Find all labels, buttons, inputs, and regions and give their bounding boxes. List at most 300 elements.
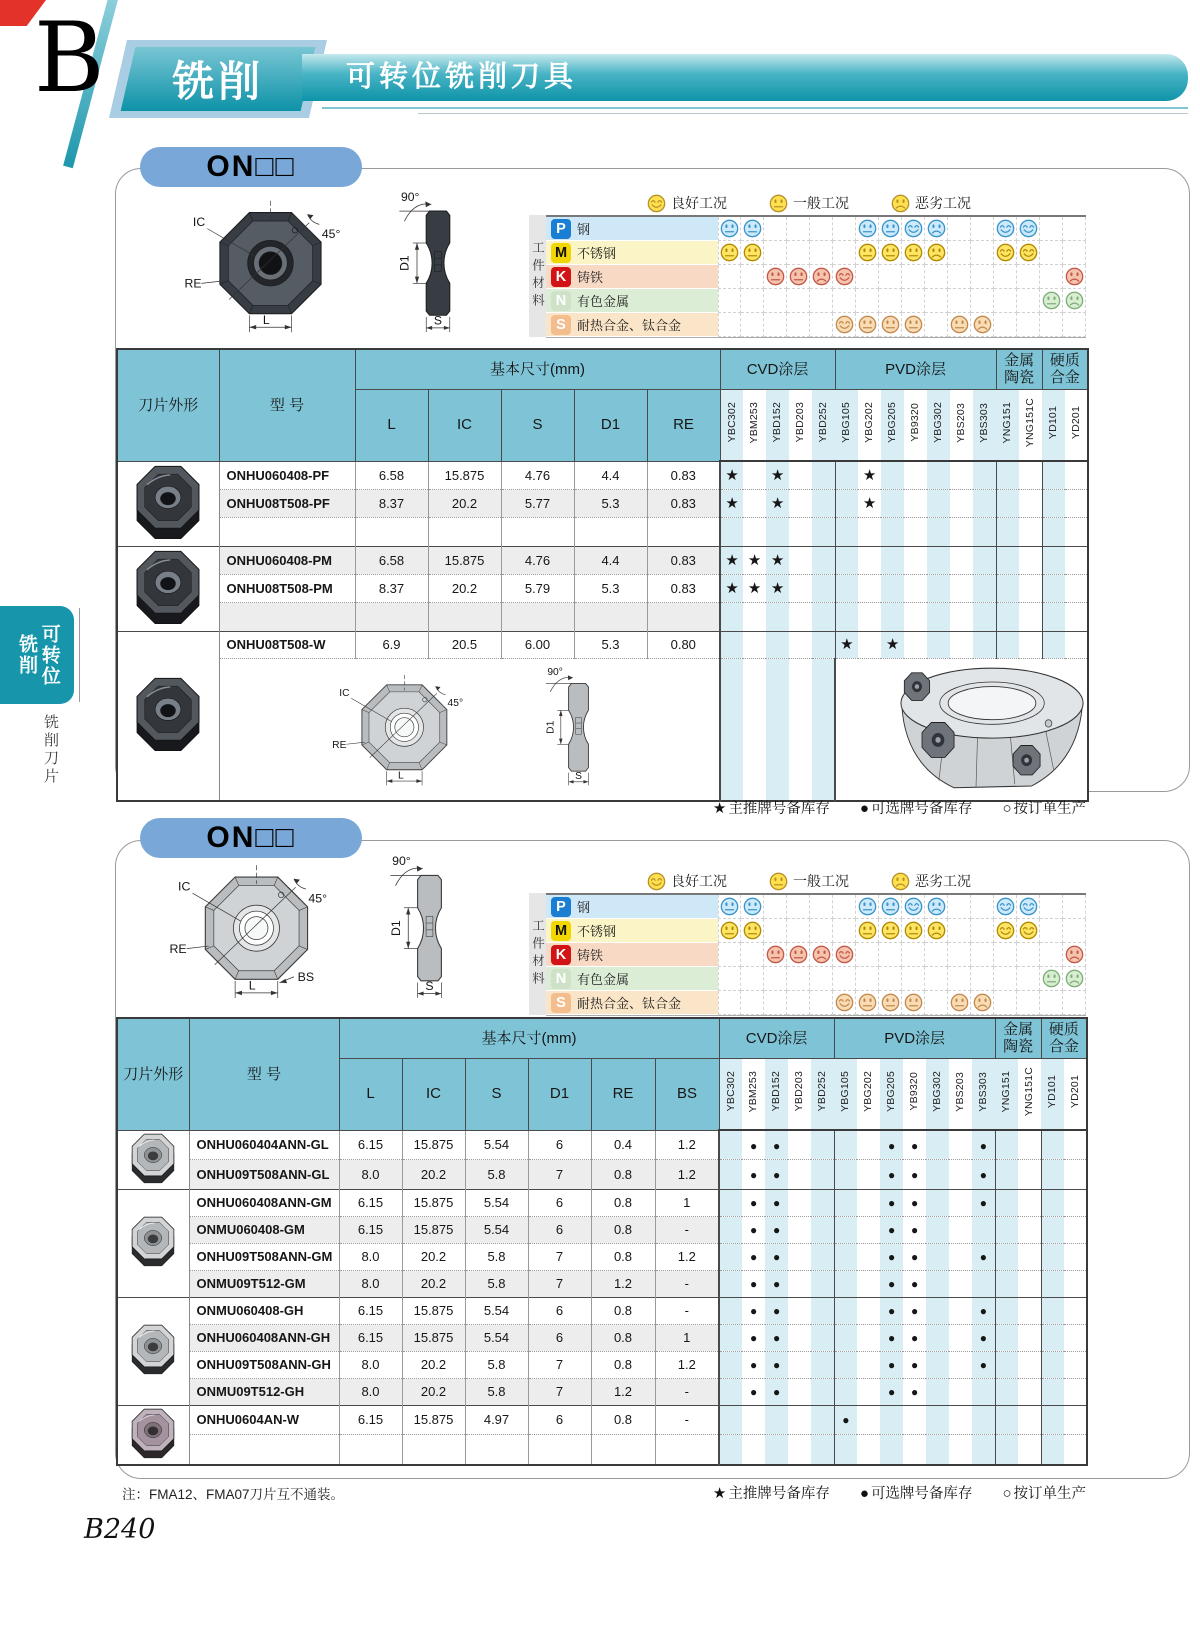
grade-cell (972, 1270, 995, 1297)
sad-face-icon (1065, 969, 1084, 988)
grade-cell (1018, 1435, 1041, 1465)
grade-name-header: YD101 (1042, 389, 1065, 461)
condition-cell (902, 895, 925, 919)
grade-cell (973, 546, 996, 574)
optional-grade-dot: ● (910, 1223, 919, 1237)
grade-cell (995, 1160, 1018, 1190)
dimension-cell: 20.2 (428, 574, 501, 602)
happy-face-icon (904, 897, 923, 916)
conditions-legend (647, 871, 971, 891)
spec-row (117, 546, 1088, 574)
grade-cell (743, 603, 766, 631)
dimension-cell (655, 1435, 719, 1465)
spec-row (117, 1297, 1087, 1324)
recommended-grade-star: ★ (862, 494, 877, 512)
model-cell: ONHU060408ANN-GM (189, 1189, 339, 1216)
condition-cell (971, 289, 994, 313)
neutral-face-icon (720, 921, 739, 940)
material-band (546, 217, 718, 241)
happy-face-icon (1019, 921, 1038, 940)
condition-cell (718, 991, 741, 1015)
grade-cell (995, 1405, 1018, 1435)
model-column-header: 型 号 (189, 1018, 339, 1130)
optional-grade-dot: ● (749, 1250, 758, 1264)
recommended-grade-star: ★ (770, 466, 785, 484)
spec-row (117, 518, 1088, 546)
dimensions-group-header: 基本尺寸(mm) (339, 1018, 719, 1058)
grade-cell (719, 1189, 742, 1216)
condition-cell (787, 241, 810, 265)
grade-cell (927, 489, 950, 517)
condition-cell (718, 265, 741, 289)
material-name: 不锈钢 (577, 924, 617, 939)
grade-cell (811, 1297, 834, 1324)
condition-cell (810, 943, 833, 967)
grade-cell (789, 603, 812, 631)
grade-cell (742, 1378, 765, 1405)
grade-cell (811, 1405, 834, 1435)
grade-cell (766, 631, 789, 658)
recommended-grade-star: ★ (725, 494, 739, 512)
grade-cell (834, 1270, 857, 1297)
grade-cell (950, 489, 973, 517)
grade-cell (857, 1297, 880, 1324)
model-cell: ONMU060408-GM (189, 1216, 339, 1243)
grade-cell (1041, 1160, 1064, 1190)
condition-cell (948, 313, 971, 337)
condition-cell (787, 217, 810, 241)
stock-legend-item (860, 797, 973, 818)
grade-cell (720, 603, 743, 631)
condition-cell (856, 241, 879, 265)
grade-cell (858, 461, 881, 489)
compatibility-note: 注：FMA12、FMA07刀片互不通装。 (122, 1486, 345, 1502)
neutral-face-icon (720, 219, 739, 238)
condition-cell (1040, 313, 1063, 337)
legend-label: 恶劣工况 (915, 195, 971, 211)
grade-cell (926, 1270, 949, 1297)
condition-cell (810, 991, 833, 1015)
stock-legend-item (713, 797, 830, 818)
grade-cell (1018, 1270, 1041, 1297)
condition-cell (764, 241, 787, 265)
grade-name-header: YBC302 (720, 389, 743, 461)
grade-name-header: YBG105 (834, 1058, 857, 1130)
grade-cell (972, 1130, 995, 1160)
grade-cell (811, 1130, 834, 1160)
condition-cell (787, 919, 810, 943)
material-name: 铸铁 (577, 948, 604, 963)
condition-cell (902, 313, 925, 337)
grade-cell (834, 1216, 857, 1243)
dimension-cell: 20.2 (428, 489, 501, 517)
grade-cell (788, 1243, 811, 1270)
condition-cell (1040, 895, 1063, 919)
optional-grade-dot: ● (887, 1358, 896, 1372)
condition-cell (810, 289, 833, 313)
grade-cell (881, 461, 904, 489)
grade-cell (881, 546, 904, 574)
grade-cell (1065, 631, 1088, 658)
grade-cell (927, 631, 950, 658)
condition-cell (856, 991, 879, 1015)
grade-cell (1041, 1351, 1064, 1378)
spec-row (117, 631, 1088, 658)
dimension-cell: 20.2 (402, 1270, 465, 1297)
condition-cell (925, 289, 948, 313)
grade-cell (949, 1243, 972, 1270)
grade-cell (972, 1243, 995, 1270)
condition-cell (971, 919, 994, 943)
grade-cell (880, 1324, 903, 1351)
neutral-face-icon (904, 315, 923, 334)
grade-cell (835, 603, 858, 631)
workpiece-material-axis-label: 工件材料 (529, 215, 546, 337)
grade-cell (926, 1324, 949, 1351)
dimension-cell: 5.54 (465, 1297, 528, 1324)
grade-cell (788, 1160, 811, 1190)
condition-cell (879, 919, 902, 943)
optional-grade-dot: ● (910, 1385, 919, 1399)
grade-cell (834, 1243, 857, 1270)
grade-cell (765, 1297, 788, 1324)
grade-cell (996, 546, 1019, 574)
material-row (546, 967, 1086, 991)
insert-face-drawing (176, 189, 370, 339)
dimension-cell: 0.8 (591, 1324, 655, 1351)
neutral-face-icon (858, 243, 877, 262)
sad-face-icon (927, 921, 946, 940)
grade-cell (949, 1378, 972, 1405)
grade-group-header: CVD涂层 (719, 1018, 834, 1058)
material-row (546, 265, 1086, 289)
neutral-face-icon (858, 315, 877, 334)
grade-cell (834, 1324, 857, 1351)
optional-grade-dot: ● (749, 1223, 758, 1237)
stock-legend-item (1002, 1482, 1086, 1503)
grade-cell (811, 1243, 834, 1270)
grade-cell (1018, 1351, 1041, 1378)
grade-cell (835, 518, 858, 546)
grade-cell (903, 1270, 926, 1297)
grade-cell (926, 1160, 949, 1190)
condition-cell (948, 991, 971, 1015)
grade-cell (926, 1405, 949, 1435)
condition-cell (971, 943, 994, 967)
dimension-header: L (355, 389, 428, 461)
dimension-header: S (501, 389, 574, 461)
condition-cell (1063, 967, 1086, 991)
happy-face-icon (996, 897, 1015, 916)
condition-cell (879, 265, 902, 289)
neutral-face-icon (769, 872, 788, 891)
grade-cell (1018, 1130, 1041, 1160)
d1-label: D1 (545, 720, 557, 734)
grade-cell (743, 658, 766, 801)
happy-face-icon (835, 315, 854, 334)
condition-cell (1040, 217, 1063, 241)
dimension-cell: 6 (528, 1324, 591, 1351)
neutral-face-icon (881, 243, 900, 262)
grade-name-header: YBG302 (926, 1058, 949, 1130)
grade-cell (812, 631, 835, 658)
condition-cell (764, 967, 787, 991)
grade-cell (903, 1130, 926, 1160)
condition-cell (948, 217, 971, 241)
optional-grade-dot: ● (910, 1196, 919, 1210)
grade-cell (811, 1270, 834, 1297)
condition-cell (764, 919, 787, 943)
condition-cell (902, 991, 925, 1015)
deg45-label: 45° (447, 697, 463, 709)
grade-cell (881, 574, 904, 602)
condition-cell (902, 217, 925, 241)
dimension-cell: 20.2 (402, 1378, 465, 1405)
condition-cell (994, 289, 1017, 313)
grade-name-header: YBS303 (973, 389, 996, 461)
legend-item (769, 193, 849, 213)
grade-cell (766, 489, 789, 517)
spec-table-2 (116, 1017, 1088, 1466)
optional-grade-dot: ● (887, 1385, 896, 1399)
neutral-face-icon (881, 315, 900, 334)
happy-face-icon (996, 921, 1015, 940)
grade-cell (858, 574, 881, 602)
grade-cell (995, 1270, 1018, 1297)
legend-item (647, 193, 727, 213)
grade-cell (927, 603, 950, 631)
grade-cell (1042, 489, 1065, 517)
grade-cell (1041, 1270, 1064, 1297)
insert-photo (125, 462, 211, 543)
dimension-header: D1 (574, 389, 647, 461)
grade-cell (995, 1378, 1018, 1405)
condition-cell (1063, 313, 1086, 337)
optional-grade-dot: ● (749, 1196, 758, 1210)
material-name: 钢 (577, 900, 591, 915)
grade-cell (835, 546, 858, 574)
grade-cell (972, 1216, 995, 1243)
material-name: 有色金属 (577, 972, 630, 987)
grade-cell (904, 603, 927, 631)
dimension-cell: 5.3 (574, 489, 647, 517)
grade-cell (926, 1435, 949, 1465)
dimension-cell (339, 1435, 402, 1465)
grade-cell (1064, 1160, 1087, 1190)
grade-cell (973, 489, 996, 517)
spec-row (117, 1130, 1087, 1160)
grade-name-header: YBG202 (857, 1058, 880, 1130)
condition-cell (1040, 943, 1063, 967)
grade-cell (881, 603, 904, 631)
happy-face-icon (835, 267, 854, 286)
condition-cell (718, 943, 741, 967)
condition-cell (925, 265, 948, 289)
grade-cell (811, 1324, 834, 1351)
grade-cell (881, 518, 904, 546)
grade-name-header: YNG151C (1019, 389, 1042, 461)
grade-name-header: YBG205 (881, 389, 904, 461)
legend-label: 良好工况 (671, 873, 727, 889)
ic-label: IC (339, 687, 350, 699)
grade-cell (720, 489, 743, 517)
material-name: 钢 (577, 222, 591, 237)
grade-cell (1064, 1130, 1087, 1160)
grade-cell (973, 574, 996, 602)
dimension-cell: 6.15 (339, 1405, 402, 1435)
material-name: 有色金属 (577, 294, 630, 309)
grade-cell (996, 574, 1019, 602)
grade-name-header: YBG205 (880, 1058, 903, 1130)
condition-cell (902, 943, 925, 967)
stock-symbol: ● (859, 1485, 869, 1502)
stock-legend-item (860, 1482, 973, 1503)
optional-grade-dot: ● (749, 1304, 758, 1318)
condition-cell (879, 991, 902, 1015)
neutral-face-icon (766, 267, 785, 286)
grade-cell (834, 1130, 857, 1160)
dimension-cell: 5.3 (574, 631, 647, 658)
grade-cell (857, 1270, 880, 1297)
condition-cell (718, 895, 741, 919)
model-cell: ONHU060408-PM (219, 546, 355, 574)
condition-cell (1063, 241, 1086, 265)
grade-cell (903, 1435, 926, 1465)
neutral-face-icon (858, 993, 877, 1012)
optional-grade-dot: ● (979, 1358, 987, 1372)
material-band (546, 991, 718, 1015)
spec-row (117, 603, 1088, 631)
grade-cell (812, 574, 835, 602)
grade-cell (1018, 1297, 1041, 1324)
grade-cell (926, 1189, 949, 1216)
dimension-cell: 20.5 (428, 631, 501, 658)
condition-cell (764, 943, 787, 967)
condition-cell (833, 943, 856, 967)
dimension-cell (591, 1435, 655, 1465)
neutral-face-icon (950, 993, 969, 1012)
grade-cell (903, 1405, 926, 1435)
model-cell: ONHU060408-PF (219, 461, 355, 489)
condition-cell (1063, 991, 1086, 1015)
category-label: 铣削 (171, 58, 264, 105)
insert-shape-cell (117, 1189, 189, 1297)
grade-cell (904, 489, 927, 517)
sidebar-bracket-line (79, 608, 80, 702)
grade-cell (881, 489, 904, 517)
grade-cell (789, 631, 812, 658)
grade-cell (995, 1130, 1018, 1160)
dimension-cell: 8.37 (355, 489, 428, 517)
condition-cell (856, 919, 879, 943)
condition-cell (879, 313, 902, 337)
material-band (546, 895, 718, 919)
material-code-chip: K (551, 267, 571, 287)
condition-cell (925, 895, 948, 919)
sad-face-icon (812, 945, 831, 964)
condition-cell (856, 943, 879, 967)
grade-cell (995, 1324, 1018, 1351)
grade-cell (857, 1130, 880, 1160)
grade-name-header: YBD252 (811, 1058, 834, 1130)
optional-grade-dot: ● (979, 1167, 987, 1182)
grade-group-header: PVD涂层 (835, 349, 996, 389)
recommended-grade-star: ★ (747, 551, 762, 569)
grade-cell (788, 1270, 811, 1297)
material-band (546, 967, 718, 991)
grade-cell (857, 1216, 880, 1243)
condition-cell (925, 313, 948, 337)
s-label: S (574, 770, 582, 782)
grade-cell (880, 1405, 903, 1435)
dimension-cell (355, 518, 428, 546)
condition-cell (741, 265, 764, 289)
sad-face-icon (812, 267, 831, 286)
dimension-cell: 15.875 (402, 1324, 465, 1351)
grade-cell (973, 603, 996, 631)
dimension-cell: 6 (528, 1216, 591, 1243)
optional-grade-dot: ● (749, 1167, 758, 1182)
grade-cell (927, 461, 950, 489)
sad-face-icon (927, 897, 946, 916)
material-row (546, 919, 1086, 943)
dimension-cell: 15.875 (402, 1130, 465, 1160)
dimension-cell: 5.8 (465, 1160, 528, 1190)
dimension-cell (501, 603, 574, 631)
optional-grade-dot: ● (979, 1304, 987, 1318)
optional-grade-dot: ● (749, 1358, 758, 1372)
dimension-cell: 15.875 (428, 461, 501, 489)
grade-cell (719, 1351, 742, 1378)
condition-cell (1040, 991, 1063, 1015)
grade-cell (719, 1378, 742, 1405)
grade-name-header: YBG105 (835, 389, 858, 461)
stock-symbol: ★ (712, 1485, 727, 1502)
dimension-cell: 5.54 (465, 1324, 528, 1351)
optional-grade-dot: ● (910, 1250, 919, 1264)
d1-label: D1 (397, 255, 412, 271)
grade-cell (926, 1351, 949, 1378)
neutral-face-icon (904, 993, 923, 1012)
grade-cell (949, 1351, 972, 1378)
condition-cell (925, 919, 948, 943)
grade-cell (1019, 489, 1042, 517)
grade-cell (858, 518, 881, 546)
grade-cell (903, 1216, 926, 1243)
grade-cell (972, 1297, 995, 1324)
series-pill-on-2: ON□□ (140, 818, 362, 858)
grade-name-header: YNG151C (1018, 1058, 1041, 1130)
table-header-row (117, 349, 1088, 389)
grade-cell (995, 1297, 1018, 1324)
sad-face-icon (973, 315, 992, 334)
dimension-cell: 5.54 (465, 1216, 528, 1243)
dimension-cell: 5.8 (465, 1243, 528, 1270)
grade-cell (972, 1189, 995, 1216)
model-cell: ONHU060404ANN-GL (189, 1130, 339, 1160)
grade-cell (719, 1405, 742, 1435)
dimension-cell: 0.8 (591, 1351, 655, 1378)
grade-cell (834, 1435, 857, 1465)
grade-cell (835, 489, 858, 517)
condition-cell (1017, 967, 1040, 991)
grade-cell (880, 1270, 903, 1297)
optional-grade-dot: ● (772, 1385, 781, 1399)
condition-cell (971, 241, 994, 265)
grade-cell (720, 518, 743, 546)
optional-grade-dot: ● (910, 1304, 919, 1318)
condition-cell (994, 313, 1017, 337)
